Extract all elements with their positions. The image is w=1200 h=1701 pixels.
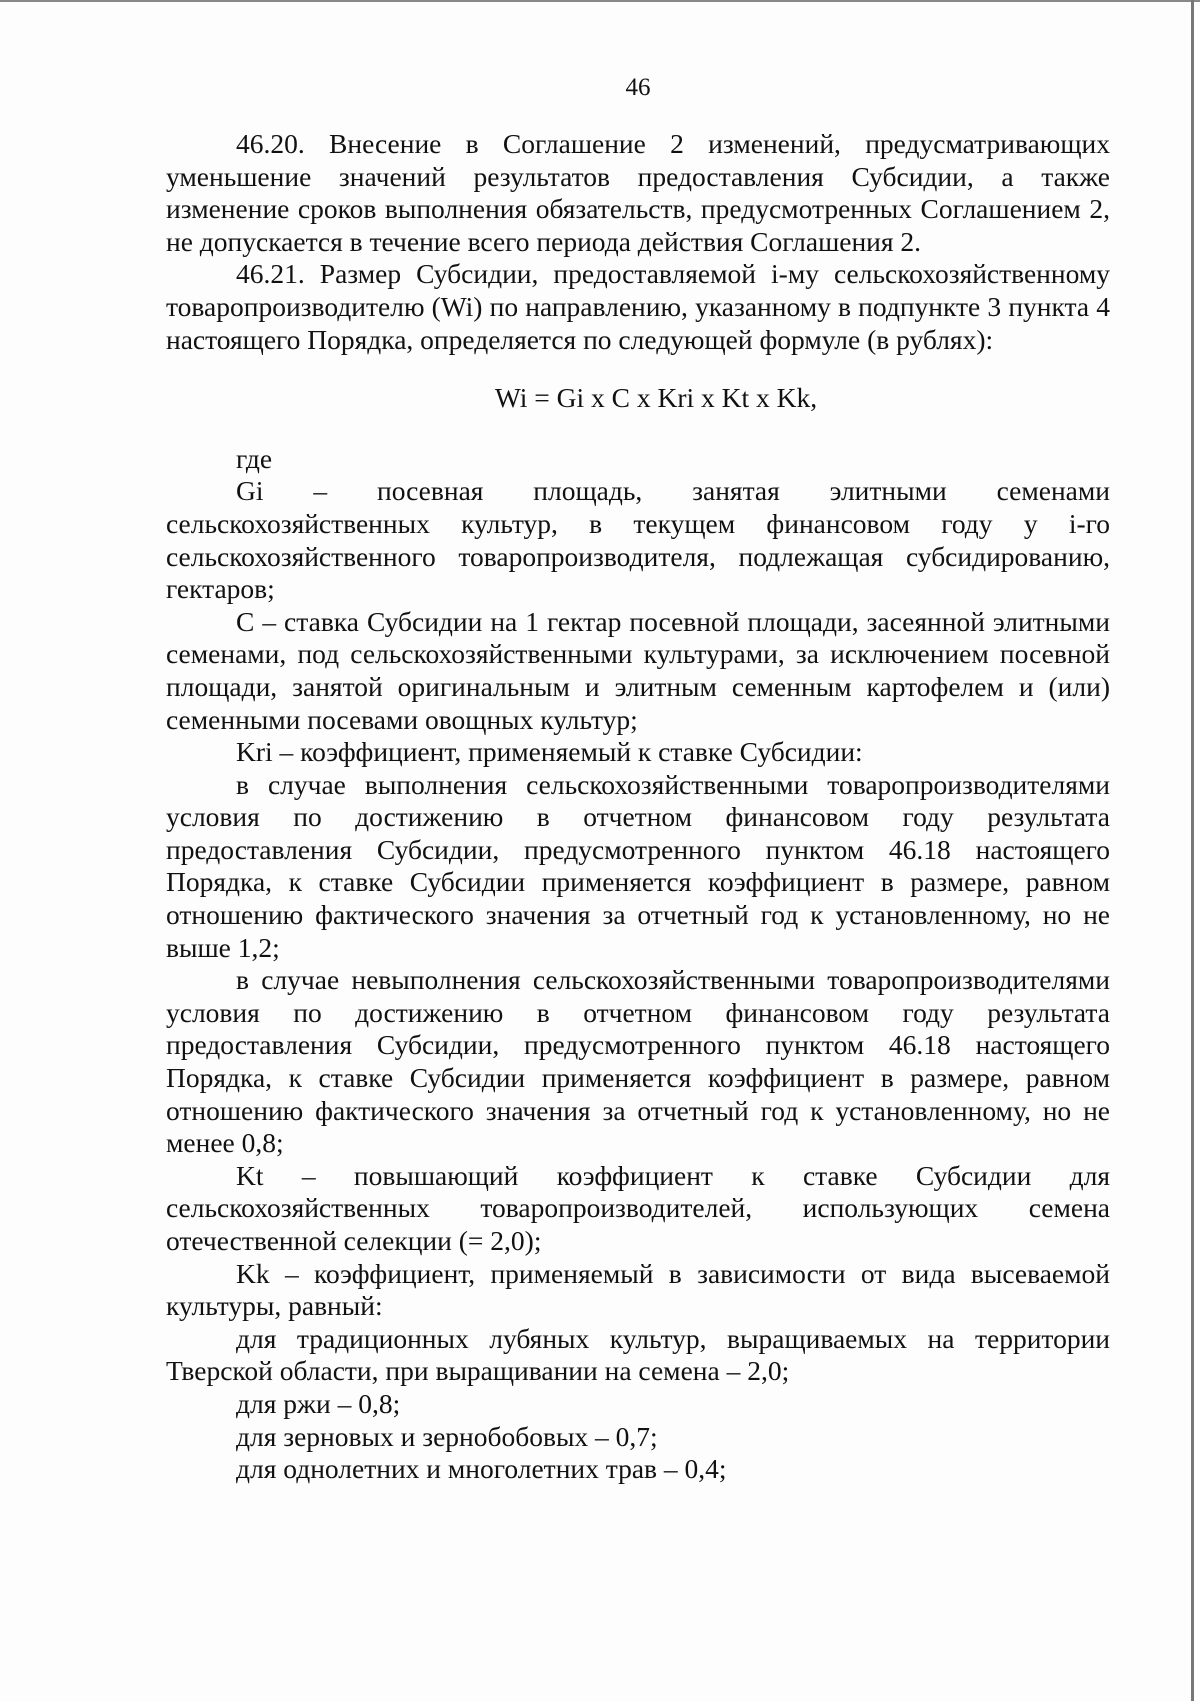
definition-gi: Gi – посевная площадь, занятая элитными семенами сельскохозяйственных культур, в текущем финансовом году у i-го сельскохозяйственного товаропроизводителя, подлежащая субсидированию, гектаров; [166,475,1110,605]
kri-case-not-fulfilled: в случае невыполнения сельскохозяйственными товаропроизводителями условия по достижению в отчетном финансовом году результата предоставления Субсидии, предусмотренного пунктом 46.18 настоящего Порядка, к ставке Субсидии применяется коэффициент в размере, равном отношению фактического значения за отчетный год к установленному, но не менее 0,8; [166,964,1110,1159]
formula-text: Wi = Gi x C x Kri x Kt x Kk, [494,382,818,414]
paragraph-46-21: 46.21. Размер Субсидии, предоставляемой i-му сельскохозяйственному товаропроизводителю (Wi) по направлению, указанному в подпункте 3 пункта 4 настоящего Порядка, определяется по следующей формуле (в рублях): [166,258,1110,355]
definition-c: С – ставка Субсидии на 1 гектар посевной площади, засеянной элитными семенами, под сельскохозяйственными культурами, за исключением посевной площади, занятой оригинальным и элитным семенным картофелем и (или) семенными посевами овощных культур; [166,605,1110,735]
kk-grasses: для однолетних и многолетних трав – 0,4; [236,1453,727,1485]
definition-kri: Kri – коэффициент, применяемый к ставке Субсидии: [236,736,863,768]
definition-kt: Kt – повышающий коэффициент к ставке Субсидии для сельскохозяйственных товаропроизводителей, использующих семена отечественной селекции (= 2,0); [166,1159,1110,1256]
definition-kk: Kk – коэффициент, применяемый в зависимости от вида высеваемой культуры, равный: [166,1257,1110,1322]
kri-case-fulfilled: в случае выполнения сельскохозяйственными товаропроизводителями условия по достижению в отчетном финансовом году результата предоставления Субсидии, предусмотренного пунктом 46.18 настоящего Порядка, к ставке Субсидии применяется коэффициент в размере, равном отношению фактического значения за отчетный год к установленному, но не выше 1,2; [166,768,1110,963]
kk-grain-legumes: для зерновых и зернобобовых – 0,7; [236,1420,658,1452]
paragraph-where: где [236,442,273,474]
scan-edge-top [0,0,1200,2]
scan-edge-right [1191,0,1194,1701]
paragraph-46-20: 46.20. Внесение в Соглашение 2 изменений, предусматривающих уменьшение значений результатов предоставления Субсидии, а также изменение сроков выполнения обязательств, предусмотренных Соглашением 2, не допускается в течение всего периода действия Соглашения 2. [166,128,1110,257]
formula [166,382,1110,415]
kk-bast-crops: для традиционных лубяных культур, выращиваемых на территории Тверской области, при выращивании на семена – 2,0; [166,1322,1110,1387]
page-number: 46 [625,74,651,101]
document-body [166,128,1110,1486]
kk-rye: для ржи – 0,8; [236,1387,401,1419]
